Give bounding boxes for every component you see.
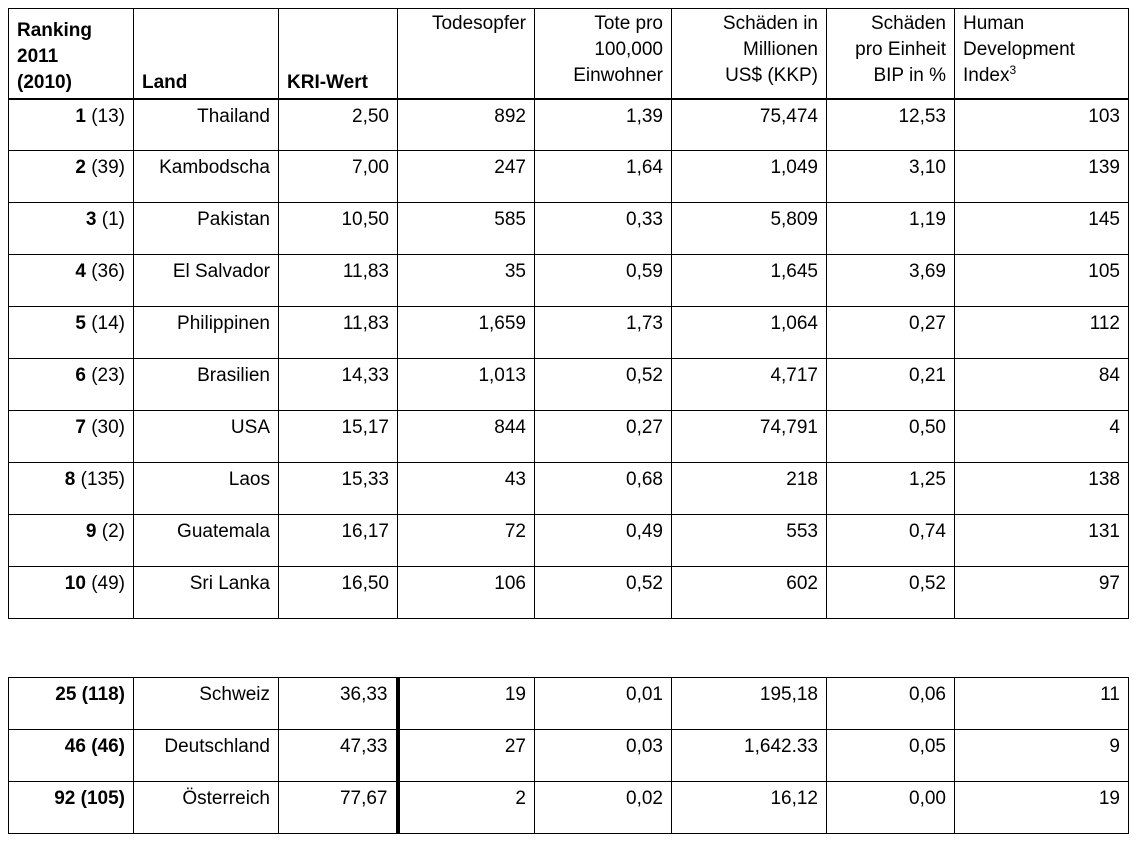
kri-cell: 7,00: [279, 151, 398, 203]
damage-gdp-cell: 1,19: [827, 203, 955, 255]
hdi-cell: 11: [955, 678, 1129, 730]
header-hdi-footnote: 3: [1009, 63, 1017, 77]
rank-cell: 46 (46): [9, 730, 134, 782]
rank-2010: (23): [91, 365, 125, 386]
rank-2010: (135): [80, 469, 125, 490]
rank-2010: (36): [91, 261, 125, 282]
header-schaeden-line2: Millionen: [743, 39, 818, 60]
kri-cell: 36,33: [279, 678, 398, 730]
land-cell: Laos: [134, 463, 279, 515]
header-schaeden-bip: [827, 9, 955, 99]
deaths-cell: 585: [398, 203, 535, 255]
header-hdi-index: Index: [963, 65, 1010, 86]
header-schaeden-bip-line3: BIP in %: [873, 65, 946, 86]
header-hdi-line2: Development: [963, 39, 1075, 60]
damage-gdp-cell: 0,00: [827, 782, 955, 834]
damage-gdp-cell: 0,05: [827, 730, 955, 782]
deaths-per-100k-cell: 0,52: [535, 359, 672, 411]
rank-2011: 6: [75, 365, 86, 386]
deaths-cell: 19: [398, 678, 535, 730]
rank-cell: 92 (105): [9, 782, 134, 834]
damage-cell: 218: [672, 463, 827, 515]
damage-cell: 195,18: [672, 678, 827, 730]
header-land-text: Land: [142, 71, 188, 93]
header-kri: [279, 9, 398, 99]
header-todesopfer-text: Todesopfer: [431, 13, 526, 34]
rank-cell: [9, 411, 134, 463]
header-tote-line2: 100,000: [594, 39, 663, 60]
header-ranking-line1: Ranking: [17, 19, 92, 41]
kri-cell: 47,33: [279, 730, 398, 782]
deaths-cell: 106: [398, 567, 535, 619]
rank-cell: [9, 203, 134, 255]
rank-cell: [9, 515, 134, 567]
kri-cell: 10,50: [279, 203, 398, 255]
header-schaeden-line3: US$ (KKP): [725, 65, 818, 86]
rank-2011: 2: [75, 157, 86, 178]
deaths-cell: 2: [398, 782, 535, 834]
land-cell: Kambodscha: [134, 151, 279, 203]
hdi-cell: 19: [955, 782, 1129, 834]
deaths-cell: 35: [398, 255, 535, 307]
table-row: [9, 307, 1129, 359]
deaths-cell: 1,013: [398, 359, 535, 411]
table-row: [9, 782, 1129, 834]
hdi-cell: 131: [955, 515, 1129, 567]
table-row: [9, 151, 1129, 203]
hdi-cell: 103: [955, 99, 1129, 151]
damage-cell: 16,12: [672, 782, 827, 834]
header-schaeden-line1: Schäden in: [722, 13, 818, 34]
hdi-cell: 112: [955, 307, 1129, 359]
rank-2010: (14): [91, 313, 125, 334]
kri-cell: 14,33: [279, 359, 398, 411]
rank-2011: 3: [85, 209, 97, 230]
hdi-cell: 4: [955, 411, 1129, 463]
damage-cell: 75,474: [672, 99, 827, 151]
header-tote-line1: Tote pro: [594, 13, 663, 34]
rank-cell: [9, 255, 134, 307]
deaths-per-100k-cell: 1,73: [535, 307, 672, 359]
table-row: [9, 359, 1129, 411]
deaths-per-100k-cell: 1,39: [535, 99, 672, 151]
header-kri-text: KRI-Wert: [287, 71, 368, 93]
damage-gdp-cell: 0,06: [827, 678, 955, 730]
damage-gdp-cell: 0,50: [827, 411, 955, 463]
rank-2010: (39): [91, 157, 125, 178]
damage-cell: 553: [672, 515, 827, 567]
deaths-per-100k-cell: 0,27: [535, 411, 672, 463]
header-schaeden-bip-line1: Schäden: [870, 13, 946, 34]
damage-cell: 602: [672, 567, 827, 619]
deaths-per-100k-cell: 0,01: [535, 678, 672, 730]
header-hdi-line3: [963, 63, 1120, 89]
rank-cell: [9, 567, 134, 619]
header-ranking-line2: 2011: [17, 45, 59, 67]
hdi-cell: 9: [955, 730, 1129, 782]
deaths-per-100k-cell: 1,64: [535, 151, 672, 203]
land-cell: Deutschland: [134, 730, 279, 782]
kri-cell: 15,17: [279, 411, 398, 463]
header-todesopfer: [398, 9, 535, 99]
rank-cell: [9, 307, 134, 359]
deaths-per-100k-cell: 0,33: [535, 203, 672, 255]
climate-risk-table: [8, 8, 1129, 619]
deaths-per-100k-cell: 0,52: [535, 567, 672, 619]
deaths-cell: 27: [398, 730, 535, 782]
damage-gdp-cell: 1,25: [827, 463, 955, 515]
kri-cell: 77,67: [279, 782, 398, 834]
rank-2011: 8: [64, 469, 76, 490]
table-row: [9, 99, 1129, 151]
hdi-cell: 138: [955, 463, 1129, 515]
header-hdi-line1: Human: [963, 13, 1025, 34]
damage-gdp-cell: 3,10: [827, 151, 955, 203]
header-schaeden: [672, 9, 827, 99]
deaths-cell: 844: [398, 411, 535, 463]
hdi-cell: 84: [955, 359, 1129, 411]
damage-gdp-cell: 3,69: [827, 255, 955, 307]
deaths-cell: 892: [398, 99, 535, 151]
damage-gdp-cell: 0,74: [827, 515, 955, 567]
comparison-table: [8, 677, 1129, 834]
deaths-per-100k-cell: 0,68: [535, 463, 672, 515]
table-row: [9, 567, 1129, 619]
header-tote: [535, 9, 672, 99]
table-row: [9, 463, 1129, 515]
deaths-per-100k-cell: 0,03: [535, 730, 672, 782]
table-row: [9, 515, 1129, 567]
kri-cell: 16,17: [279, 515, 398, 567]
land-cell: USA: [134, 411, 279, 463]
damage-gdp-cell: 12,53: [827, 99, 955, 151]
rank-cell: 25 (118): [9, 678, 134, 730]
damage-cell: 5,809: [672, 203, 827, 255]
kri-cell: 11,83: [279, 255, 398, 307]
land-cell: Pakistan: [134, 203, 279, 255]
table-row: [9, 678, 1129, 730]
rank-cell: [9, 99, 134, 151]
header-tote-line3: Einwohner: [573, 65, 663, 86]
land-cell: Guatemala: [134, 515, 279, 567]
land-cell: Sri Lanka: [134, 567, 279, 619]
damage-cell: 74,791: [672, 411, 827, 463]
header-ranking: [9, 9, 134, 99]
rank-2011: 4: [75, 261, 86, 282]
land-cell: El Salvador: [134, 255, 279, 307]
damage-cell: 1,645: [672, 255, 827, 307]
table-row: [9, 255, 1129, 307]
damage-cell: 1,642.33: [672, 730, 827, 782]
land-cell: Philippinen: [134, 307, 279, 359]
land-cell: Schweiz: [134, 678, 279, 730]
rank-2010: (2): [101, 521, 125, 542]
header-row: [9, 9, 1129, 99]
deaths-per-100k-cell: 0,59: [535, 255, 672, 307]
rank-cell: [9, 463, 134, 515]
table-row: [9, 203, 1129, 255]
rank-cell: [9, 359, 134, 411]
damage-cell: 1,049: [672, 151, 827, 203]
header-hdi: [955, 9, 1129, 99]
hdi-cell: 139: [955, 151, 1129, 203]
damage-gdp-cell: 0,27: [827, 307, 955, 359]
damage-cell: 4,717: [672, 359, 827, 411]
hdi-cell: 105: [955, 255, 1129, 307]
rank-2011: 9: [85, 521, 97, 542]
kri-cell: 11,83: [279, 307, 398, 359]
land-cell: Brasilien: [134, 359, 279, 411]
rank-2010: (1): [101, 209, 125, 230]
header-land: [134, 9, 279, 99]
rank-cell: [9, 151, 134, 203]
kri-cell: 2,50: [279, 99, 398, 151]
table-row: [9, 411, 1129, 463]
damage-cell: 1,064: [672, 307, 827, 359]
rank-2010: (13): [91, 105, 125, 127]
table-row: [9, 730, 1129, 782]
hdi-cell: 145: [955, 203, 1129, 255]
rank-2011: 5: [75, 313, 86, 334]
rank-2011: 10: [64, 573, 86, 594]
land-cell: Österreich: [134, 782, 279, 834]
rank-2010: (30): [91, 417, 125, 438]
deaths-cell: 72: [398, 515, 535, 567]
deaths-cell: 247: [398, 151, 535, 203]
damage-gdp-cell: 0,21: [827, 359, 955, 411]
hdi-cell: 97: [955, 567, 1129, 619]
rank-2011: 7: [75, 417, 86, 438]
deaths-per-100k-cell: 0,49: [535, 515, 672, 567]
deaths-cell: 1,659: [398, 307, 535, 359]
kri-cell: 15,33: [279, 463, 398, 515]
deaths-cell: 43: [398, 463, 535, 515]
land-cell: Thailand: [134, 99, 279, 151]
header-ranking-line3: (2010): [17, 71, 72, 93]
rank-2011: 1: [75, 105, 86, 127]
damage-gdp-cell: 0,52: [827, 567, 955, 619]
kri-cell: 16,50: [279, 567, 398, 619]
header-schaeden-bip-line2: pro Einheit: [855, 39, 946, 60]
deaths-per-100k-cell: 0,02: [535, 782, 672, 834]
rank-2010: (49): [91, 573, 125, 594]
